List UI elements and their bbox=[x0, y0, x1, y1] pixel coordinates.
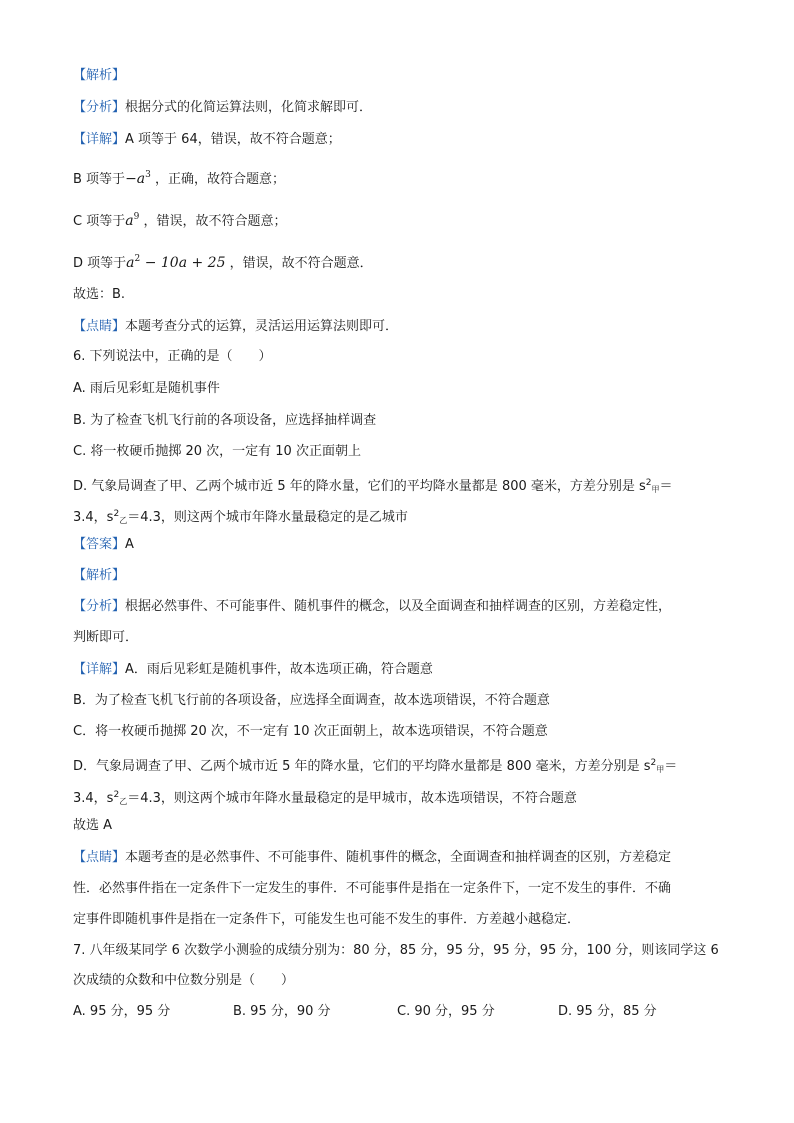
analysis-text: 根据分式的化简运算法则，化简求解即可． bbox=[125, 100, 373, 115]
q6-comment-line2: 性．必然事件指在一定条件下一定发生的事件．不可能事件是指在一定条件下，一定不发生的事件．不确 bbox=[73, 881, 672, 896]
option-d2-pre: 3.4，s bbox=[73, 510, 114, 525]
option-d-sub: 甲 bbox=[651, 485, 660, 494]
option-d2-sub: 乙 bbox=[119, 516, 128, 525]
question-7-option-b: B. 95 分，90 分 bbox=[233, 1004, 331, 1019]
q6-detail-line-a bbox=[73, 661, 433, 679]
detail-d-prefix: D 项等于 bbox=[73, 256, 127, 271]
comment-text: 本题考查分式的运算，灵活运用运算法则即可． bbox=[125, 319, 399, 334]
analysis-tag: 【分析】 bbox=[73, 100, 126, 115]
q6-analysis-tag: 【分析】 bbox=[73, 599, 126, 614]
option-d2-sup: 2 bbox=[113, 509, 120, 519]
answer-line bbox=[73, 536, 134, 554]
detail-line-b bbox=[73, 166, 285, 189]
detail-c-prefix: C 项等于 bbox=[73, 214, 126, 229]
q6-detail-line-b: B．为了检查飞机飞行前的各项设备，应选择全面调查，故本选项错误，不符合题意 bbox=[73, 693, 550, 708]
q6-choice-statement: 故选 A bbox=[73, 818, 113, 833]
q6-comment-text1: 本题考查的是必然事件、不可能事件、随机事件的概念，全面调查和抽样调查的区别，方差稳定 bbox=[125, 850, 672, 865]
q6-detail-d-sup: 2 bbox=[650, 758, 657, 768]
question-6-option-d-line2 bbox=[73, 505, 408, 530]
q6-comment-line1 bbox=[73, 849, 671, 867]
question-7-stem-line2: 次成绩的众数和中位数分别是（ ） bbox=[73, 973, 295, 988]
question-6-option-a: A. 雨后见彩虹是随机事件 bbox=[73, 381, 220, 396]
detail-c-expr bbox=[125, 213, 139, 229]
q6-detail-d2-sup: 2 bbox=[113, 790, 120, 800]
q6-detail-line-c: C．将一枚硬币抛掷 20 次，不一定有 10 次正面朝上，故本选项错误，不符合题意 bbox=[73, 724, 548, 739]
detail-d-base: a bbox=[126, 255, 135, 271]
question-7-option-c: C. 90 分，95 分 bbox=[397, 1004, 495, 1019]
detail-b-suffix: ，正确，故符合题意； bbox=[155, 172, 286, 187]
detail-b-exponent: 3 bbox=[145, 170, 151, 180]
q6-analysis-line1 bbox=[73, 598, 671, 616]
q6-analysis-text1: 根据必然事件、不可能事件、随机事件的概念，以及全面调查和抽样调查的区别，方差稳定性， bbox=[125, 599, 672, 614]
q6-analysis-line2: 判断即可． bbox=[73, 630, 139, 645]
section-analysis-heading: 【解析】 bbox=[73, 68, 126, 83]
detail-tag: 【详解】 bbox=[73, 132, 126, 147]
detail-c-exponent: 9 bbox=[133, 212, 140, 222]
q6-detail-d-text: D．气象局调查了甲、乙两个城市近 5 年的降水量，它们的平均降水量都是 800 毫米，方差分别是 s bbox=[73, 759, 651, 774]
comment-line bbox=[73, 318, 398, 336]
detail-d-rest: − 10a + 25 bbox=[144, 255, 226, 271]
option-d-end: ＝ bbox=[659, 479, 673, 494]
question-6-option-b: B. 为了检查飞机飞行前的各项设备，应选择抽样调查 bbox=[73, 413, 377, 428]
section-analysis-heading-q6: 【解析】 bbox=[73, 568, 126, 583]
detail-text-a: A 项等于 64，错误，故不符合题意； bbox=[125, 132, 341, 147]
detail-d-exponent: 2 bbox=[134, 254, 141, 264]
question-6-option-d-line1 bbox=[73, 474, 673, 499]
option-d2-rest: ＝4.3，则这两个城市年降水量最稳定的是乙城市 bbox=[127, 510, 408, 525]
detail-line-c bbox=[73, 208, 286, 231]
detail-b-base: −a bbox=[125, 171, 146, 187]
q6-detail-line-d2 bbox=[73, 786, 577, 811]
detail-line-d bbox=[73, 250, 373, 273]
analysis-line bbox=[73, 99, 372, 117]
q6-detail-d-end: ＝ bbox=[664, 759, 678, 774]
q6-detail-d-sub: 甲 bbox=[656, 765, 665, 774]
q6-comment-line3: 定事件即随机事件是指在一定条件下，可能发生也可能不发生的事件．方差越小越稳定． bbox=[73, 912, 581, 927]
q6-comment-tag: 【点睛】 bbox=[73, 850, 126, 865]
option-d-sup: 2 bbox=[645, 478, 652, 488]
detail-d-suffix: ，错误，故不符合题意． bbox=[229, 256, 373, 271]
choice-statement: 故选：B. bbox=[73, 287, 126, 302]
question-6-option-c: C. 将一枚硬币抛掷 20 次，一定有 10 次正面朝上 bbox=[73, 444, 361, 459]
question-6-stem: 6. 下列说法中，正确的是（ ） bbox=[73, 349, 272, 364]
q6-detail-a: A．雨后见彩虹是随机事件，故本选项正确，符合题意 bbox=[125, 662, 433, 677]
detail-c-base: a bbox=[125, 213, 134, 229]
q6-detail-d2-sub: 乙 bbox=[119, 797, 128, 806]
question-7-stem-line1: 7. 八年级某同学 6 次数学小测验的成绩分别为：80 分，85 分，95 分，95 分，95 分，100 分，则该同学这 6 bbox=[73, 943, 719, 958]
q6-detail-line-d1 bbox=[73, 754, 677, 779]
q6-detail-d2-pre: 3.4，s bbox=[73, 791, 114, 806]
answer-tag: 【答案】 bbox=[73, 537, 126, 552]
option-d-text: D. 气象局调查了甲、乙两个城市近 5 年的降水量，它们的平均降水量都是 800 毫米，方差分别是 s bbox=[73, 479, 646, 494]
detail-b-expr bbox=[125, 171, 151, 187]
detail-line-a bbox=[73, 131, 341, 149]
q6-detail-tag: 【详解】 bbox=[73, 662, 126, 677]
detail-d-expr bbox=[126, 255, 225, 271]
q6-detail-d2-rest: ＝4.3，则这两个城市年降水量最稳定的是甲城市，故本选项错误，不符合题意 bbox=[127, 791, 577, 806]
comment-tag: 【点睛】 bbox=[73, 319, 126, 334]
answer-value: A bbox=[125, 537, 134, 552]
question-7-option-d: D. 95 分，85 分 bbox=[558, 1004, 657, 1019]
question-7-option-a: A. 95 分，95 分 bbox=[73, 1004, 171, 1019]
detail-b-prefix: B 项等于 bbox=[73, 172, 126, 187]
detail-c-suffix: ，错误，故不符合题意； bbox=[143, 214, 287, 229]
